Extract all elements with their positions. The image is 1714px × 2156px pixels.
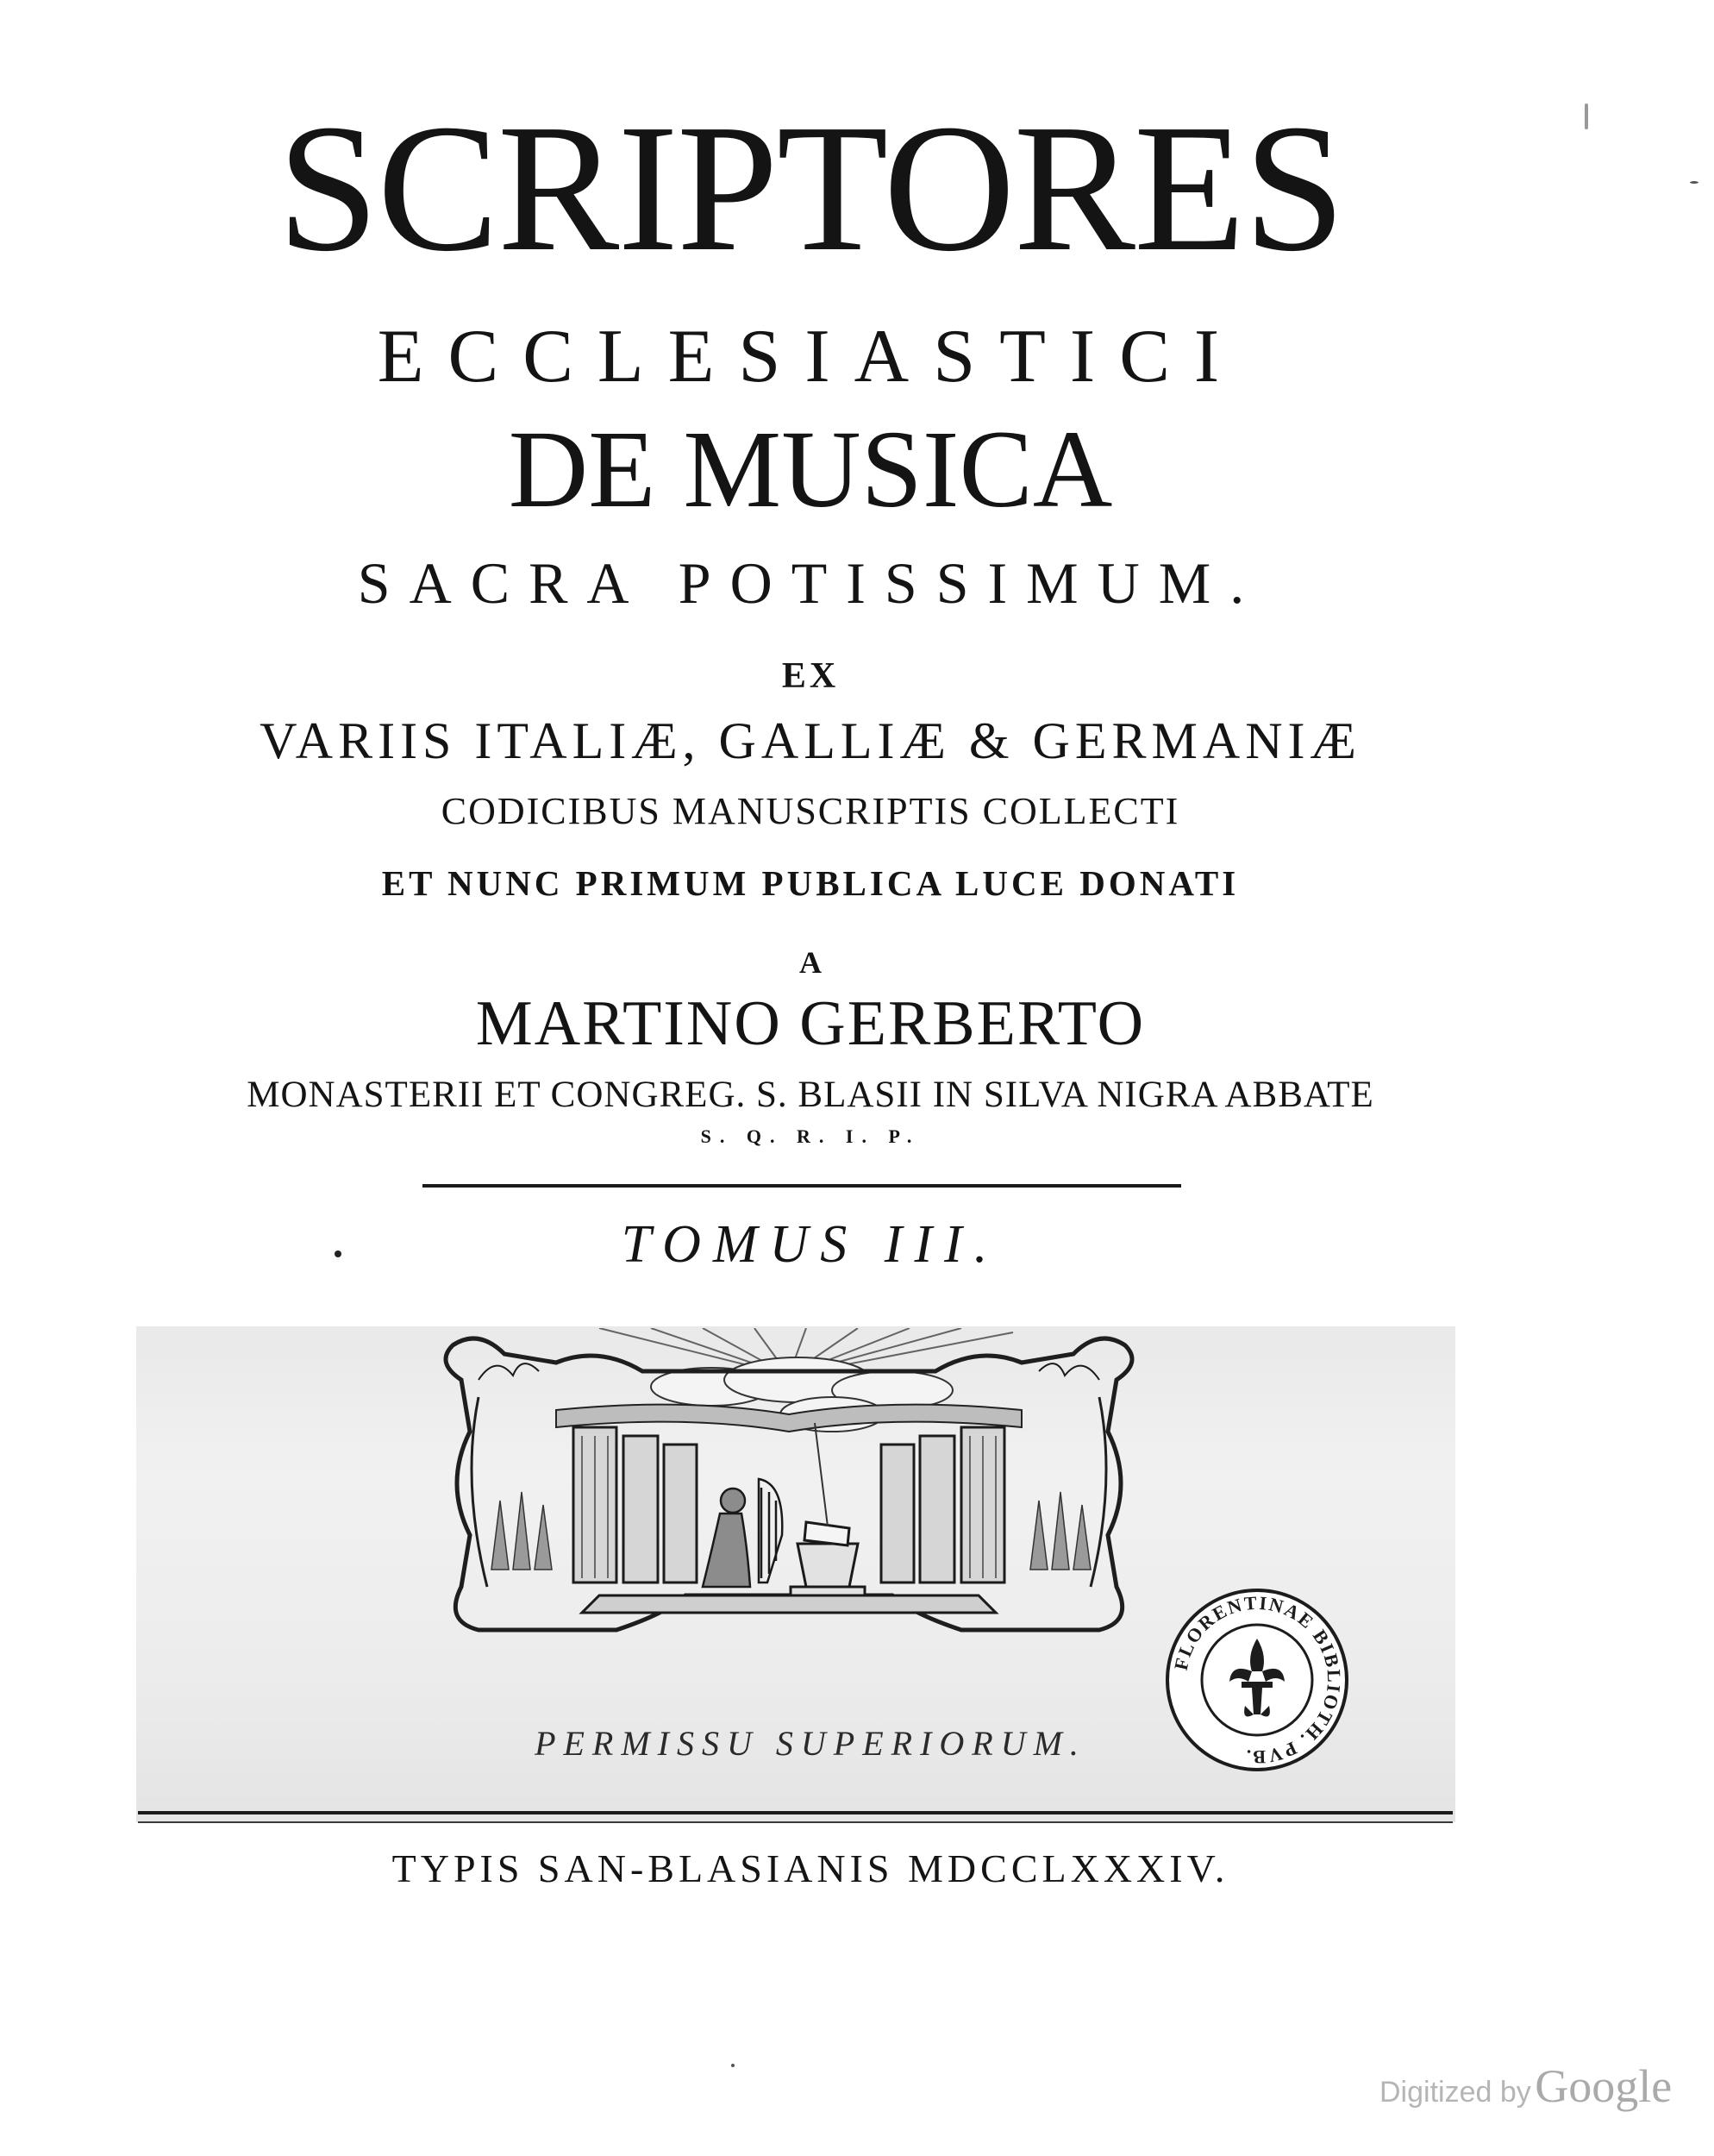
origin-line: VARIIS ITALIÆ, GALLIÆ & GERMANIÆ — [260, 712, 1361, 769]
title-line-sacra: SACRA POTISSIMUM. — [357, 550, 1264, 616]
author-name: MARTINO GERBERTO — [475, 988, 1146, 1059]
scan-speck — [1585, 103, 1588, 129]
digitized-watermark — [1379, 2059, 1672, 2113]
author-initials: S. Q. R. I. P. — [700, 1125, 921, 1147]
book-title: SCRIPTORES — [277, 86, 1344, 289]
codices-line: CODICIBUS MANUSCRIPTIS COLLECTI — [441, 790, 1180, 832]
imprint-rule-thin — [138, 1821, 1453, 1823]
scan-speck — [1690, 181, 1698, 184]
ex-line: EX — [781, 656, 840, 696]
by-letter: A — [799, 945, 822, 980]
imprint-line: TYPIS SAN-BLASIANIS MDCCLXXXIV. — [391, 1846, 1229, 1890]
title-line-ecclesiastici: ECCLESIASTICI — [377, 315, 1244, 398]
stamp-text: FLORENTINAE BIBLIOTH. PVB. — [1169, 1591, 1346, 1769]
watermark-by: Digitized by — [1379, 2076, 1531, 2109]
permission-line: PERMISSU SUPERIORUM. — [535, 1724, 1086, 1763]
imprint-rule-thick — [138, 1811, 1453, 1814]
divider-rule — [422, 1184, 1181, 1188]
library-stamp-icon — [1162, 1585, 1352, 1779]
published-line: ET NUNC PRIMUM PUBLICA LUCE DONATI — [381, 863, 1240, 903]
engraved-vignette-icon — [427, 1328, 1151, 1660]
title-line-de-musica: DE MUSICA — [508, 408, 1113, 530]
author-title: MONASTERII ET CONGREG. S. BLASII IN SILVA NIGRA ABBATE — [247, 1075, 1374, 1115]
scan-speck — [335, 1250, 341, 1257]
watermark-brand: Google — [1535, 2060, 1673, 2112]
scan-speck — [731, 2064, 735, 2067]
volume-label: TOMUS III. — [621, 1215, 1000, 1274]
